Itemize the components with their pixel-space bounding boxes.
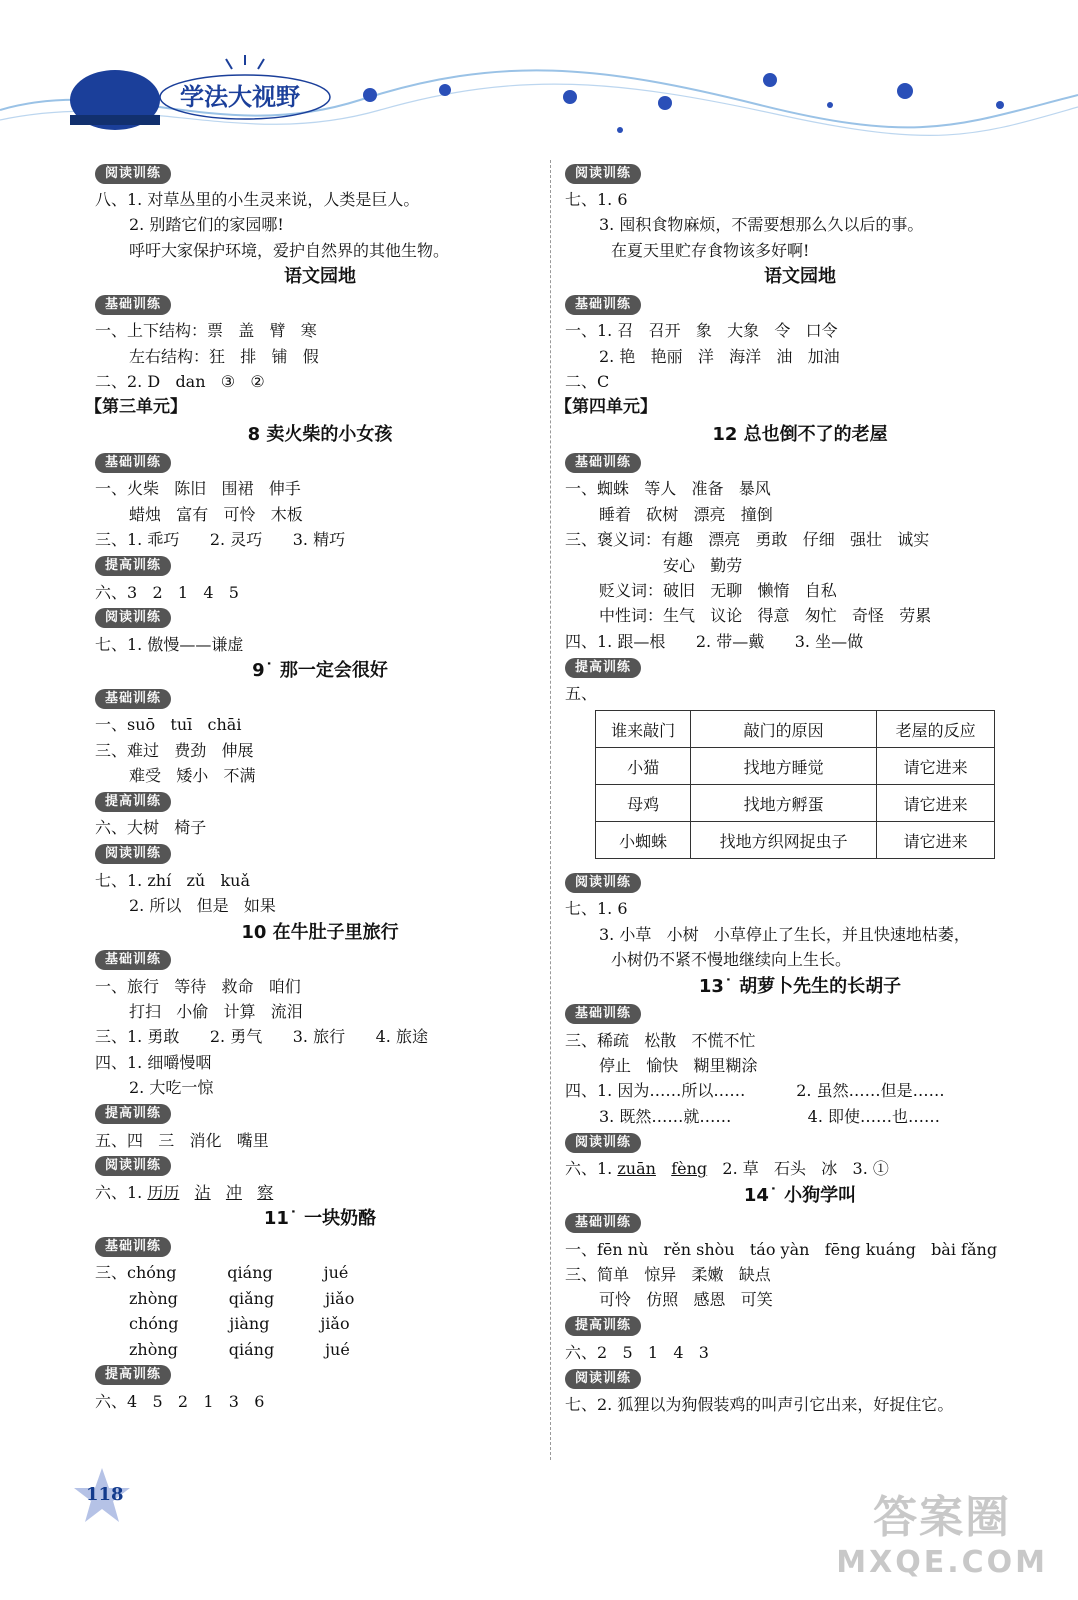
header-wave	[0, 70, 1078, 127]
answer-line: 打扫 小偷 计算 流泪	[129, 1002, 303, 1022]
section-badge: 基础训练	[95, 453, 171, 473]
table-header-cell: 谁来敲门	[596, 711, 691, 748]
table-row	[596, 785, 995, 822]
answer-gap	[656, 1159, 671, 1178]
answer-line: 三、简单 惊异 柔嫩 缺点	[565, 1264, 771, 1284]
answer-line	[95, 1180, 545, 1205]
answer-line: 一、suō tuī chāi	[95, 715, 242, 735]
table-cell: 找地方孵蛋	[691, 785, 877, 822]
answer-line	[565, 1156, 1035, 1181]
header-banner	[0, 55, 1078, 155]
answer-line: 七、1. 傲慢——谦虚	[95, 634, 244, 654]
answer-line: 一、fēn nù rěn shòu táo yàn fēng kuáng bài fǎng	[565, 1239, 998, 1259]
answer-line: 难受 矮小 不满	[129, 766, 256, 786]
answer-line: 六、2 5 1 4 3	[565, 1342, 709, 1362]
section-badge: 基础训练	[95, 950, 171, 970]
table-row	[596, 748, 995, 785]
unit-heading: 【第三单元】	[85, 397, 187, 418]
answer-line: 三、稀疏 松散 不慌不忙	[565, 1030, 756, 1050]
answer-line: 七、1. 6	[565, 190, 628, 209]
answer-line: 四、1. 细嚼慢咽	[95, 1052, 212, 1072]
section-badge: 基础训练	[565, 295, 641, 315]
answer-line: 一、上下结构：票 盖 臂 寒	[95, 321, 317, 341]
star-icon	[363, 73, 1004, 133]
lesson-title: 11˙ 一块奶酪	[263, 1208, 377, 1230]
section-badge: 提高训练	[95, 1365, 171, 1385]
answer-line: 3. 囤积食物麻烦，不需要想那么久以后的事。	[599, 215, 924, 235]
answer-line: 中性词：生气 议论 得意 匆忙 奇怪 劳累	[599, 606, 932, 626]
underlined-word: 沾	[194, 1182, 211, 1202]
watermark-url: MXQE.COM	[836, 1545, 1048, 1580]
section-badge: 提高训练	[95, 792, 171, 812]
table-cell: 找地方织网捉虫子	[691, 822, 877, 859]
answer-line: 贬义词：破旧 无聊 懒惰 自私	[599, 580, 837, 600]
answer-line: 一、火柴 陈旧 围裙 伸手	[95, 479, 301, 499]
answer-line: 在夏天里贮存食物该多好啊!	[611, 240, 810, 260]
lesson-title: 语文园地	[284, 266, 356, 288]
answer-line: 蜡烛 富有 可怜 木板	[129, 504, 303, 524]
section-badge: 提高训练	[565, 658, 641, 678]
watermark	[836, 1481, 1048, 1580]
answer-line: 小树仍不紧不慢地继续向上生长。	[611, 950, 852, 970]
answer-line: 七、1. 6	[565, 899, 628, 919]
underlined-word: 冲	[225, 1182, 242, 1202]
answer-line: zhòng qiáng jué	[129, 1339, 350, 1359]
answer-line: 左右结构：狂 排 铺 假	[129, 346, 319, 366]
header-brand: 学法大视野	[180, 83, 300, 111]
answer-line: 可怜 仿照 感恩 可笑	[599, 1290, 773, 1310]
answer-prefix: 六、1.	[95, 1182, 148, 1202]
section-badge: 基础训练	[95, 689, 171, 709]
section-badge: 阅读训练	[565, 1133, 641, 1153]
section-badge: 阅读训练	[565, 873, 641, 893]
lesson-title: 14˙ 小狗学叫	[743, 1184, 857, 1206]
answer-line: 七、2. 狐狸以为狗假装鸡的叫声引它出来，好捉住它。	[565, 1395, 954, 1415]
answer-line: 2. 别踏它们的家园哪!	[129, 215, 284, 235]
section-badge: 提高训练	[95, 1104, 171, 1124]
answer-line: 睡着 砍树 漂亮 撞倒	[599, 504, 773, 524]
section-badge: 提高训练	[565, 1316, 641, 1336]
answer-suffix: 2. 草 石头 冰 3. ①	[707, 1159, 889, 1179]
answer-line: 三、1. 勇敢 2. 勇气 3. 旅行 4. 旅途	[95, 1027, 428, 1047]
answer-line: 一、旅行 等待 救命 咱们	[95, 976, 301, 996]
section-badge: 提高训练	[95, 556, 171, 576]
section-badge: 阅读训练	[95, 844, 171, 864]
table-cell: 小蜘蛛	[596, 822, 691, 859]
lesson-title: 13˙ 胡萝卜先生的长胡子	[698, 975, 902, 997]
table-header-row	[596, 711, 995, 748]
section-badge: 阅读训练	[565, 1369, 641, 1389]
page-number-badge	[72, 1466, 132, 1526]
section-badge: 阅读训练	[95, 1156, 171, 1176]
column-divider	[550, 160, 551, 1460]
answer-line: 一、1. 召 召开 象 大象 令 口令	[565, 321, 838, 341]
underlined-word: 察	[257, 1182, 274, 1202]
answer-line: 六、4 5 2 1 3 6	[95, 1391, 265, 1411]
section-badge: 基础训练	[565, 1004, 641, 1024]
answer-line: 五、四 三 消化 嘴里	[95, 1130, 269, 1150]
answer-line: 3. 小草 小树 小草停止了生长，并且快速地枯萎，	[599, 924, 970, 944]
section-badge: 基础训练	[565, 1213, 641, 1233]
right-column	[555, 160, 1035, 1418]
answer-line: 一、蜘蛛 等人 准备 暴风	[565, 479, 771, 499]
answer-line: 五、	[565, 684, 598, 704]
left-column	[85, 160, 545, 1414]
lesson-title: 8 卖火柴的小女孩	[247, 424, 393, 446]
lesson-title: 语文园地	[764, 266, 836, 288]
section-badge: 阅读训练	[565, 164, 641, 184]
answer-line: 2. 艳 艳丽 洋 海洋 油 加油	[599, 346, 840, 366]
page-number: 118	[86, 1484, 124, 1505]
table-row	[596, 822, 995, 859]
table-cell: 请它进来	[877, 822, 995, 859]
answer-line: 二、2. D dan ③ ②	[95, 371, 265, 391]
section-badge: 阅读训练	[95, 164, 171, 184]
answer-line: 停止 愉快 糊里糊涂	[599, 1056, 758, 1076]
lesson-title: 9˙ 那一定会很好	[252, 660, 388, 682]
table-header-cell: 老屋的反应	[877, 711, 995, 748]
answer-line: 三、chóng qiáng jué	[95, 1263, 349, 1283]
table-cell: 请它进来	[877, 785, 995, 822]
table-cell: 请它进来	[877, 748, 995, 785]
answer-line: 六、3 2 1 4 5	[95, 582, 239, 602]
section-badge: 基础训练	[95, 295, 171, 315]
answer-line: 2. 大吃一惊	[129, 1078, 214, 1098]
section-badge: 阅读训练	[95, 608, 171, 628]
section-badge: 基础训练	[565, 453, 641, 473]
answer-line: 2. 所以 但是 如果	[129, 896, 276, 916]
answer-line: 安心 勤劳	[663, 555, 743, 575]
answer-table	[595, 710, 995, 859]
section-badge: 基础训练	[95, 1237, 171, 1257]
table-cell: 母鸡	[596, 785, 691, 822]
answer-line: 六、大树 椅子	[95, 818, 207, 838]
lesson-title: 10 在牛肚子里旅行	[241, 921, 399, 943]
answer-line: 3. 既然……就…… 4. 即使……也……	[599, 1106, 940, 1126]
answer-line: 四、1. 因为……所以…… 2. 虽然……但是……	[565, 1081, 945, 1101]
underlined-word: fèng	[671, 1159, 708, 1179]
table-header-cell: 敲门的原因	[691, 711, 877, 748]
answer-prefix: 六、1.	[565, 1159, 618, 1179]
answer-line: 四、1. 跟—根 2. 带—戴 3. 坐—做	[565, 631, 864, 651]
answer-line: 三、难过 费劲 伸展	[95, 740, 254, 760]
sparkle-icon	[226, 55, 264, 69]
answer-line: 二、C	[565, 371, 610, 391]
table-cell: 找地方睡觉	[691, 748, 877, 785]
underlined-word: zuān	[617, 1159, 656, 1179]
answer-line: 呼吁大家保护环境，爱护自然界的其他生物。	[129, 240, 450, 260]
answer-line: chóng jiàng jiǎo	[129, 1314, 350, 1334]
answer-line: 三、褒义词：有趣 漂亮 勇敢 仔细 强壮 诚实	[565, 530, 930, 550]
unit-heading: 【第四单元】	[555, 397, 657, 418]
answer-line: 八、1. 对草丛里的小生灵来说，人类是巨人。	[95, 190, 420, 209]
answer-line: zhòng qiǎng jiǎo	[129, 1288, 355, 1308]
lesson-title: 12 总也倒不了的老屋	[712, 424, 888, 446]
watermark-title: 答案圈	[873, 1492, 1012, 1543]
answer-line: 七、1. zhí zǔ kuǎ	[95, 870, 250, 890]
underlined-word: 历历	[147, 1182, 180, 1202]
answer-line: 三、1. 乖巧 2. 灵巧 3. 精巧	[95, 530, 346, 550]
table-cell: 小猫	[596, 748, 691, 785]
